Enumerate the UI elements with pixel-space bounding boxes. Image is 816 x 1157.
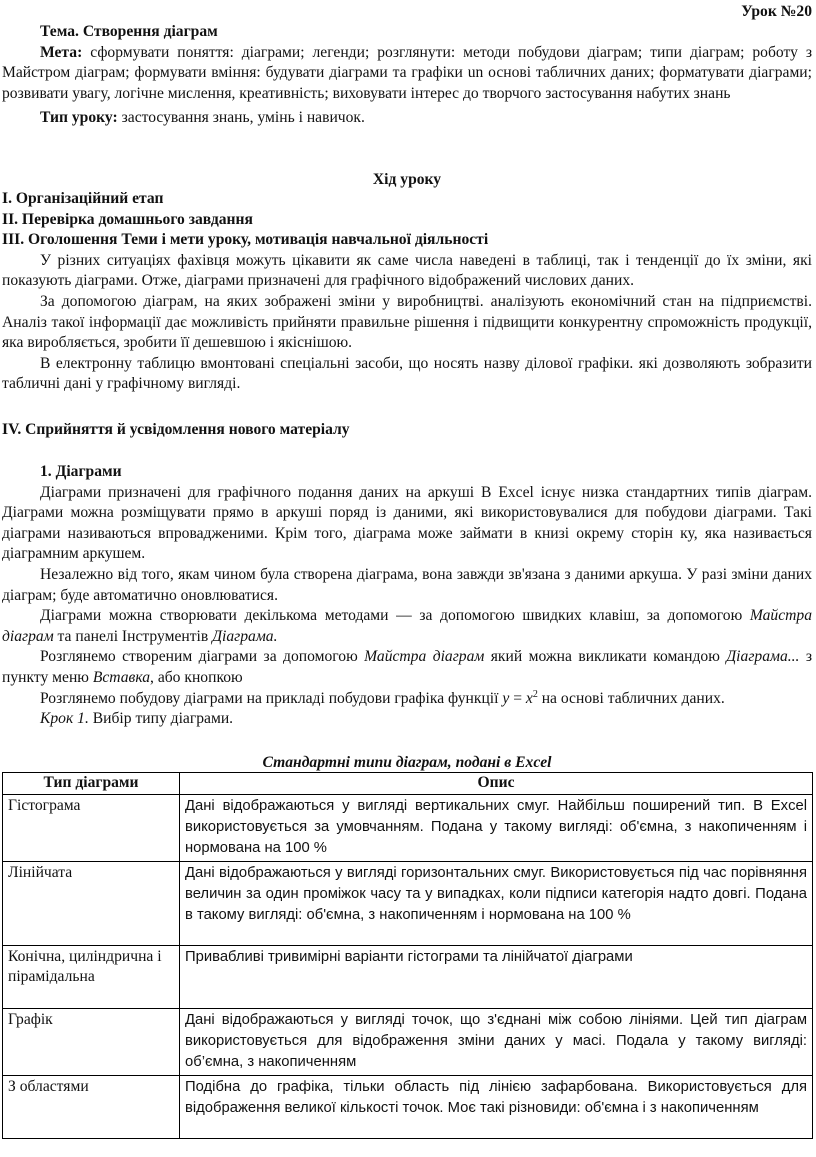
diagrams-p5-part-b: на основі табличних даних.: [537, 689, 725, 707]
course-paragraph-2: За допомогою діаграм, на яких зображені зміни у виробництві. аналізують економічний стан на підприємстві. Аналіз такої інформації дає можливість прийняти правильне рішення і підвищити конкурентну спроможність продукції, яка виробляється, зробити її дешевшою і якіснішою.: [2, 292, 812, 352]
diagrams-p4-part-c: з пункту меню: [2, 648, 813, 686]
table-caption: [2, 753, 812, 774]
table-cell-type: З областями: [3, 1075, 180, 1138]
course-paragraph-3: В електронну таблицю вмонтовані спеціальні засоби, що носять назву ділової графіки. які дозволяють зобразити табличні дані у графічному вигляді.: [2, 354, 812, 393]
section-3-text: ІІІ. Оголошення Теми і мети уроку, мотивація навчальної діяльності: [2, 231, 489, 249]
chart-types-table: [2, 772, 813, 1139]
table-row: [3, 794, 813, 861]
table-cell-type: Гістограма: [3, 794, 180, 861]
goal-label: Мета:: [40, 43, 83, 61]
table-cell-description: Дані відображаються у вигляді вертикальних смуг. Найбільш поширений тип. В Excel використовується за умовчанням. Подана у такому вигляді: об'ємна, з накопиченням і нормована на 100 %: [180, 794, 813, 861]
table-caption-text: Стандартні типи діаграм, подані в Excel: [262, 754, 552, 771]
step-label: Крок 1.: [40, 710, 89, 728]
diagrams-p4-part-a: Розглянемо створеним діаграми за допомогою: [40, 648, 365, 666]
lesson-type-text: застосування знань, умінь і навичок.: [121, 109, 365, 127]
table-cell-description: Привабливі тривимірні варіанти гістограми та лінійчатої діаграми: [180, 945, 813, 1008]
diagrams-p5-part-a: Розглянемо побудову діаграми на прикладі побудови графіка функції: [40, 689, 503, 707]
diagrams-p4-italic-2: Діаграма...: [726, 648, 800, 666]
table-row: [3, 1075, 813, 1138]
diagrams-p3-part-b: та панелі Інструментів: [53, 627, 213, 645]
diagrams-paragraph-5: [2, 689, 812, 710]
intro-block: [2, 22, 812, 129]
formula-x: x: [525, 689, 533, 707]
diagrams-paragraph-2: Незалежно від того, якам чином була створена діаграма, вона завжди зв'язана з даними аркуша. У разі зміни даних діаграм; буде автоматично оновлюватися.: [2, 565, 812, 604]
course-block: [2, 189, 812, 395]
section-3-heading: [2, 230, 812, 251]
diagrams-p4-part-d: , або кнопкою: [150, 668, 243, 686]
diagrams-paragraph-1: Діаграми призначені для графічного подання даних на аркуші В Excel існує низка стандартних типів діаграм. Діаграми можна розміщувати прямо в аркуші поряд із даними, які використовувалися для побудови діаграми. Такі діаграми називаються впровадженими. Крім того, діаграма може займати в книзі окрему сторін ку, яка називається діаграмним аркушем.: [2, 483, 812, 563]
formula-y: y: [502, 689, 510, 707]
goal-paragraph: [2, 43, 812, 105]
diagrams-p4-part-b: який можна викликати командою: [484, 648, 727, 666]
section-2-text: ІІ. Перевірка домашнього завдання: [2, 210, 253, 228]
diagrams-paragraph-3: [2, 606, 812, 647]
diagrams-paragraph-4: [2, 647, 812, 688]
table-row: [3, 1008, 813, 1075]
step-line: [2, 709, 812, 730]
diagrams-p4-italic-1: Майстра діаграм: [364, 648, 485, 666]
table-header-description: Опис: [180, 773, 813, 795]
course-title-text: Хід уроку: [372, 171, 442, 188]
diagrams-heading-text: 1. Діаграми: [40, 463, 122, 480]
table-row: [3, 945, 813, 1008]
table-cell-type: Лінійчата: [3, 861, 180, 945]
diagrams-p3-italic-1: Майстра діаграм: [2, 607, 812, 645]
lesson-type-label: Тип уроку:: [40, 109, 118, 127]
table-cell-description: Дані відображаються у вигляді горизонтальних смуг. Використовується під час порівняння величин за один проміжок часу та у випадках, коли підписи категорія надто довгі. Подана в такому вигляді: об'ємна, з накопиченням і нормована на 100 %: [180, 861, 813, 945]
table-cell-description: Дані відображаються у вигляді точок, що з'єднані між собою лініями. Цей тип діаграм використовується для відображення зміни даних у масі. Подала у такому вигляді: об’ємна, з накопиченням: [180, 1008, 813, 1075]
table-header-row: [3, 773, 813, 795]
diagrams-p4-italic-3: Вставка: [92, 668, 151, 686]
topic-label: Тема.: [40, 23, 79, 40]
diagrams-p3-part-a: Діаграми можна створювати декількома методами — за допомогою швидких клавіш, за допомогою: [40, 607, 750, 625]
table-cell-type: Графік: [3, 1008, 180, 1075]
table-header-type: Тип діаграми: [3, 773, 180, 795]
section-2-heading: [2, 210, 812, 231]
diagrams-p3-italic-2: Діаграма.: [212, 627, 278, 645]
lesson-number-text: Урок №20: [741, 3, 812, 20]
diagrams-heading: [2, 462, 812, 483]
topic-text: Створення діаграм: [82, 23, 218, 40]
lesson-type-line: [2, 108, 812, 129]
formula-equals: =: [509, 689, 526, 707]
section-1-heading: [2, 189, 812, 210]
section-4-heading: [2, 420, 812, 441]
topic-line: [2, 22, 812, 43]
goal-text: сформувати поняття: діаграми; легенди; розглянути: методи побудови діаграм; типи діаграм; роботу з Майстром діаграм; формувати вміння: будувати діаграми та графіки un основі табличних даних; форматувати діаграми; розвивати увагу, логічне мислення, креативність; виховувати інтерес до творчого застосування набутих знань: [2, 43, 812, 102]
section-4-text: IV. Сприйняття й усвідомлення нового матеріалу: [2, 421, 350, 438]
step-text: Вибір типу діаграми.: [88, 710, 234, 728]
table-cell-type: Конічна, циліндрична і пірамідальна: [3, 945, 180, 1008]
diagrams-block: [2, 462, 812, 730]
course-title: [2, 170, 812, 191]
table-cell-description: Подібна до графіка, тільки область під лінією зафарбована. Використовується для відображення великої кількості точок. Моє такі різновиди: об'ємна і з накопиченням: [180, 1075, 813, 1138]
formula-exponent: 2: [532, 688, 538, 700]
table-row: [3, 861, 813, 945]
course-paragraph-1: У різних ситуаціях фахівця можуть цікавити як саме числа наведені в таблиці, так і тенденції до їх зміни, які показують діаграми. Отже, діаграми призначені для графічного відображений числових даних.: [2, 251, 812, 290]
lesson-number: [2, 2, 812, 23]
section-1-text: І. Організаційний етап: [2, 190, 164, 207]
